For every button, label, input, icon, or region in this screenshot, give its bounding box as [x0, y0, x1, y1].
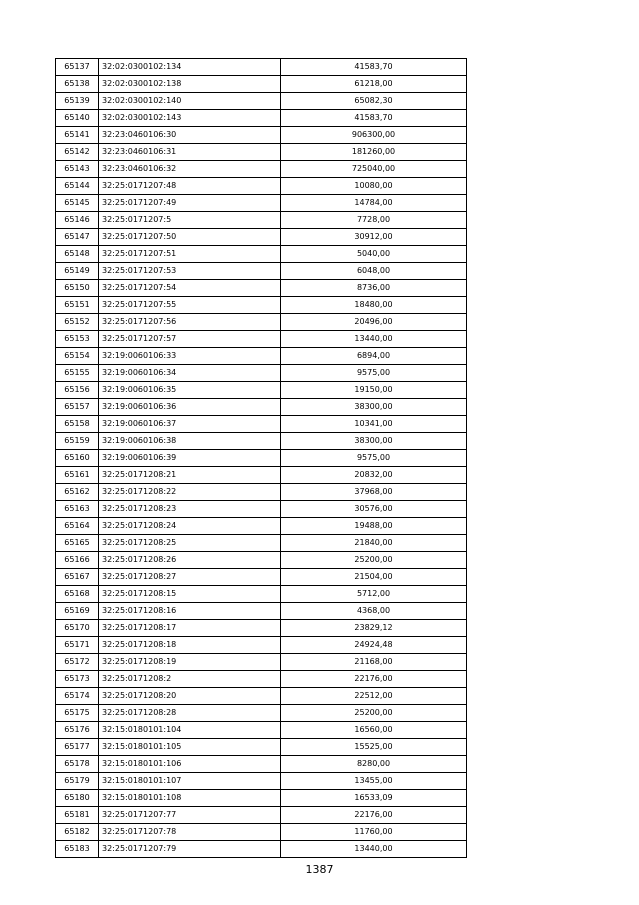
cadastral-value: 13455,00 — [281, 773, 467, 790]
row-number: 65146 — [56, 212, 99, 229]
cadastral-value: 23829,12 — [281, 620, 467, 637]
cadastral-value: 20832,00 — [281, 467, 467, 484]
table-row — [56, 161, 467, 178]
cadastral-value: 25200,00 — [281, 705, 467, 722]
cadastral-number: 32:23:0460106:31 — [99, 144, 281, 161]
row-number: 65177 — [56, 739, 99, 756]
row-number: 65145 — [56, 195, 99, 212]
cadastral-number: 32:23:0460106:30 — [99, 127, 281, 144]
row-number: 65172 — [56, 654, 99, 671]
row-number: 65158 — [56, 416, 99, 433]
cadastral-number: 32:25:0171207:51 — [99, 246, 281, 263]
row-number: 65176 — [56, 722, 99, 739]
cadastral-table — [55, 58, 467, 858]
table-row — [56, 59, 467, 76]
row-number: 65167 — [56, 569, 99, 586]
table-row — [56, 552, 467, 569]
cadastral-number: 32:25:0171207:53 — [99, 263, 281, 280]
cadastral-number: 32:15:0180101:107 — [99, 773, 281, 790]
cadastral-number: 32:25:0171208:15 — [99, 586, 281, 603]
row-number: 65150 — [56, 280, 99, 297]
cadastral-number: 32:25:0171207:78 — [99, 824, 281, 841]
row-number: 65161 — [56, 467, 99, 484]
cadastral-number: 32:15:0180101:106 — [99, 756, 281, 773]
row-number: 65171 — [56, 637, 99, 654]
cadastral-number: 32:25:0171208:20 — [99, 688, 281, 705]
table-row — [56, 705, 467, 722]
row-number: 65170 — [56, 620, 99, 637]
table-row — [56, 433, 467, 450]
table-row — [56, 382, 467, 399]
cadastral-number: 32:25:0171208:27 — [99, 569, 281, 586]
table-row — [56, 654, 467, 671]
cadastral-value: 41583,70 — [281, 110, 467, 127]
table-row — [56, 722, 467, 739]
row-number: 65137 — [56, 59, 99, 76]
cadastral-number: 32:25:0171207:77 — [99, 807, 281, 824]
table-row — [56, 331, 467, 348]
table-row — [56, 688, 467, 705]
cadastral-number: 32:15:0180101:108 — [99, 790, 281, 807]
row-number: 65175 — [56, 705, 99, 722]
cadastral-number: 32:25:0171208:16 — [99, 603, 281, 620]
table-row — [56, 773, 467, 790]
cadastral-number: 32:25:0171207:48 — [99, 178, 281, 195]
row-number: 65151 — [56, 297, 99, 314]
row-number: 65139 — [56, 93, 99, 110]
cadastral-number: 32:25:0171208:19 — [99, 654, 281, 671]
cadastral-value: 10341,00 — [281, 416, 467, 433]
row-number: 65174 — [56, 688, 99, 705]
table-row — [56, 110, 467, 127]
table-row — [56, 280, 467, 297]
table-row — [56, 76, 467, 93]
row-number: 65168 — [56, 586, 99, 603]
table-row — [56, 518, 467, 535]
table-row — [56, 807, 467, 824]
cadastral-number: 32:25:0171208:28 — [99, 705, 281, 722]
cadastral-value: 14784,00 — [281, 195, 467, 212]
cadastral-value: 15525,00 — [281, 739, 467, 756]
cadastral-number: 32:23:0460106:32 — [99, 161, 281, 178]
row-number: 65154 — [56, 348, 99, 365]
cadastral-number: 32:25:0171207:79 — [99, 841, 281, 858]
row-number: 65157 — [56, 399, 99, 416]
table-row — [56, 127, 467, 144]
row-number: 65159 — [56, 433, 99, 450]
cadastral-value: 5712,00 — [281, 586, 467, 603]
table-row — [56, 144, 467, 161]
cadastral-value: 13440,00 — [281, 841, 467, 858]
cadastral-value: 6048,00 — [281, 263, 467, 280]
cadastral-number: 32:25:0171208:22 — [99, 484, 281, 501]
cadastral-number: 32:25:0171208:17 — [99, 620, 281, 637]
row-number: 65147 — [56, 229, 99, 246]
cadastral-number: 32:25:0171208:23 — [99, 501, 281, 518]
cadastral-value: 21840,00 — [281, 535, 467, 552]
table-row — [56, 212, 467, 229]
table-row — [56, 297, 467, 314]
table-row — [56, 603, 467, 620]
table-row — [56, 586, 467, 603]
cadastral-value: 22176,00 — [281, 671, 467, 688]
cadastral-value: 13440,00 — [281, 331, 467, 348]
row-number: 65138 — [56, 76, 99, 93]
row-number: 65141 — [56, 127, 99, 144]
table-row — [56, 399, 467, 416]
cadastral-value: 11760,00 — [281, 824, 467, 841]
cadastral-value: 16560,00 — [281, 722, 467, 739]
table-row — [56, 501, 467, 518]
cadastral-value: 20496,00 — [281, 314, 467, 331]
table-row — [56, 739, 467, 756]
table-row — [56, 416, 467, 433]
row-number: 65156 — [56, 382, 99, 399]
table-row — [56, 229, 467, 246]
table-row — [56, 93, 467, 110]
row-number: 65163 — [56, 501, 99, 518]
row-number: 65179 — [56, 773, 99, 790]
table-row — [56, 467, 467, 484]
cadastral-value: 6894,00 — [281, 348, 467, 365]
cadastral-value: 16533,09 — [281, 790, 467, 807]
cadastral-value: 25200,00 — [281, 552, 467, 569]
row-number: 65148 — [56, 246, 99, 263]
cadastral-value: 7728,00 — [281, 212, 467, 229]
cadastral-number: 32:19:0060106:37 — [99, 416, 281, 433]
table-row — [56, 535, 467, 552]
table-row — [56, 484, 467, 501]
cadastral-number: 32:15:0180101:104 — [99, 722, 281, 739]
row-number: 65153 — [56, 331, 99, 348]
table-row — [56, 450, 467, 467]
row-number: 65143 — [56, 161, 99, 178]
row-number: 65181 — [56, 807, 99, 824]
cadastral-value: 30576,00 — [281, 501, 467, 518]
cadastral-number: 32:19:0060106:39 — [99, 450, 281, 467]
row-number: 65165 — [56, 535, 99, 552]
cadastral-value: 181260,00 — [281, 144, 467, 161]
cadastral-value: 725040,00 — [281, 161, 467, 178]
cadastral-value: 30912,00 — [281, 229, 467, 246]
row-number: 65140 — [56, 110, 99, 127]
cadastral-value: 21504,00 — [281, 569, 467, 586]
cadastral-number: 32:25:0171207:49 — [99, 195, 281, 212]
cadastral-number: 32:19:0060106:33 — [99, 348, 281, 365]
row-number: 65183 — [56, 841, 99, 858]
table-row — [56, 637, 467, 654]
cadastral-number: 32:19:0060106:38 — [99, 433, 281, 450]
cadastral-value: 24924,48 — [281, 637, 467, 654]
cadastral-number: 32:25:0171208:26 — [99, 552, 281, 569]
cadastral-number: 32:25:0171207:54 — [99, 280, 281, 297]
table-row — [56, 195, 467, 212]
cadastral-value: 8280,00 — [281, 756, 467, 773]
cadastral-number: 32:25:0171207:56 — [99, 314, 281, 331]
cadastral-value: 37968,00 — [281, 484, 467, 501]
cadastral-value: 906300,00 — [281, 127, 467, 144]
row-number: 65173 — [56, 671, 99, 688]
row-number: 65178 — [56, 756, 99, 773]
row-number: 65166 — [56, 552, 99, 569]
cadastral-value: 61218,00 — [281, 76, 467, 93]
table-row — [56, 263, 467, 280]
cadastral-number: 32:25:0171208:2 — [99, 671, 281, 688]
cadastral-value: 22176,00 — [281, 807, 467, 824]
cadastral-number: 32:19:0060106:34 — [99, 365, 281, 382]
cadastral-number: 32:19:0060106:35 — [99, 382, 281, 399]
row-number: 65162 — [56, 484, 99, 501]
table-row — [56, 671, 467, 688]
table-row — [56, 620, 467, 637]
row-number: 65164 — [56, 518, 99, 535]
cadastral-value: 10080,00 — [281, 178, 467, 195]
cadastral-value: 4368,00 — [281, 603, 467, 620]
cadastral-number: 32:02:0300102:138 — [99, 76, 281, 93]
cadastral-value: 38300,00 — [281, 433, 467, 450]
cadastral-value: 19488,00 — [281, 518, 467, 535]
table-row — [56, 756, 467, 773]
row-number: 65144 — [56, 178, 99, 195]
cadastral-value: 18480,00 — [281, 297, 467, 314]
table-row — [56, 314, 467, 331]
cadastral-number: 32:02:0300102:140 — [99, 93, 281, 110]
table-row — [56, 790, 467, 807]
cadastral-number: 32:02:0300102:134 — [99, 59, 281, 76]
cadastral-number: 32:25:0171207:50 — [99, 229, 281, 246]
cadastral-number: 32:15:0180101:105 — [99, 739, 281, 756]
table-row — [56, 569, 467, 586]
row-number: 65182 — [56, 824, 99, 841]
table-row — [56, 824, 467, 841]
table-row — [56, 178, 467, 195]
table-row — [56, 841, 467, 858]
cadastral-value: 5040,00 — [281, 246, 467, 263]
cadastral-number: 32:25:0171207:5 — [99, 212, 281, 229]
row-number: 65169 — [56, 603, 99, 620]
cadastral-value: 19150,00 — [281, 382, 467, 399]
cadastral-number: 32:25:0171208:25 — [99, 535, 281, 552]
cadastral-number: 32:19:0060106:36 — [99, 399, 281, 416]
cadastral-number: 32:02:0300102:143 — [99, 110, 281, 127]
cadastral-value: 8736,00 — [281, 280, 467, 297]
cadastral-value: 65082,30 — [281, 93, 467, 110]
cadastral-number: 32:25:0171208:18 — [99, 637, 281, 654]
cadastral-value: 41583,70 — [281, 59, 467, 76]
row-number: 65180 — [56, 790, 99, 807]
table-row — [56, 365, 467, 382]
cadastral-number: 32:25:0171207:55 — [99, 297, 281, 314]
cadastral-number: 32:25:0171208:24 — [99, 518, 281, 535]
row-number: 65152 — [56, 314, 99, 331]
cadastral-value: 9575,00 — [281, 450, 467, 467]
cadastral-number: 32:25:0171207:57 — [99, 331, 281, 348]
row-number: 65155 — [56, 365, 99, 382]
cadastral-value: 21168,00 — [281, 654, 467, 671]
row-number: 65142 — [56, 144, 99, 161]
row-number: 65160 — [56, 450, 99, 467]
cadastral-value: 9575,00 — [281, 365, 467, 382]
cadastral-value: 38300,00 — [281, 399, 467, 416]
table-body — [56, 59, 467, 858]
table-row — [56, 348, 467, 365]
page-number: 1387 — [305, 863, 334, 876]
table-row — [56, 246, 467, 263]
cadastral-value: 22512,00 — [281, 688, 467, 705]
cadastral-number: 32:25:0171208:21 — [99, 467, 281, 484]
row-number: 65149 — [56, 263, 99, 280]
